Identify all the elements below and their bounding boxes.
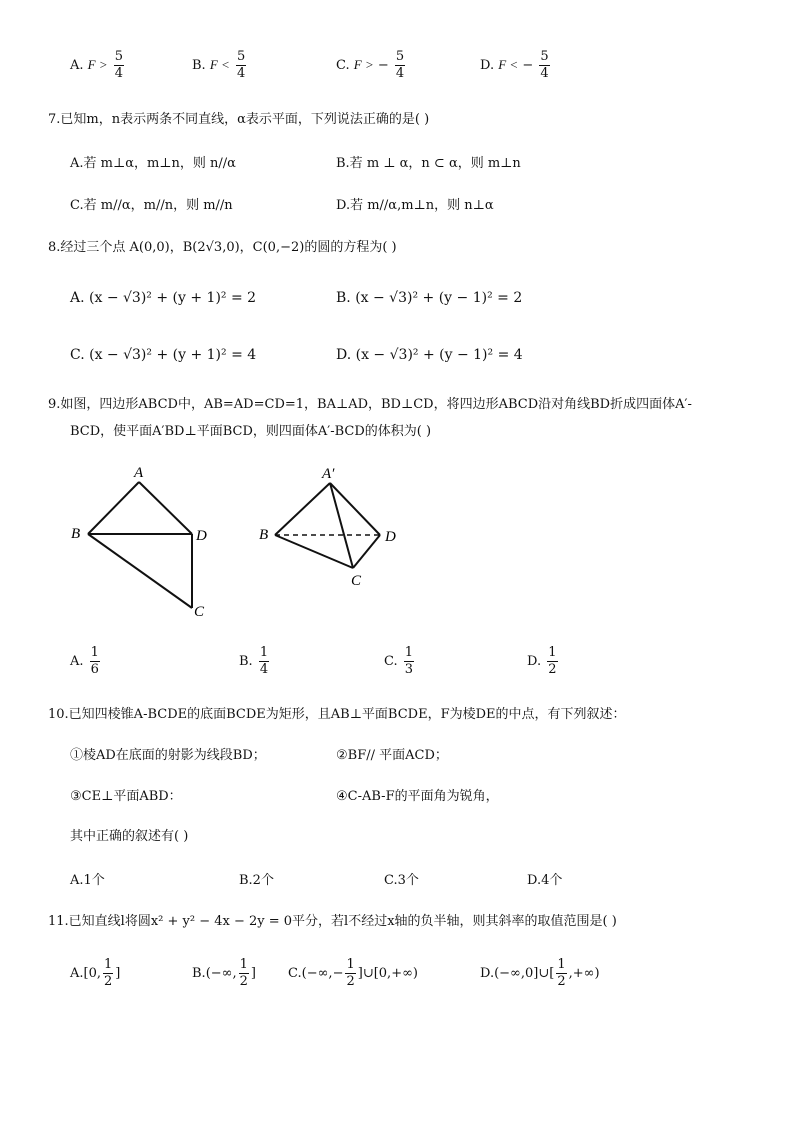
- fraction: $\frac{5}{4}$: [540, 49, 549, 81]
- vertex-label-c: C: [194, 604, 205, 620]
- option-label: D.: [480, 58, 495, 73]
- q9-option-c: C. $\frac{1}{3}$: [384, 645, 414, 677]
- vertex-label-d: D: [385, 529, 396, 545]
- option-sign: −: [377, 58, 389, 73]
- q9-option-a: A. $\frac{1}{6}$: [70, 645, 99, 677]
- q11-option-b: B.(−∞, $\frac{1}{2}$ ]: [192, 957, 256, 989]
- vertex-label-c: C: [351, 573, 362, 589]
- fraction: $\frac{5}{4}$: [236, 49, 246, 81]
- q8-option-d: D. (x − √3)² + (y − 1)² = 4: [336, 347, 523, 363]
- q8-option-b: B. (x − √3)² + (y − 1)² = 2: [336, 290, 523, 306]
- q7-option-d: D.若 m//α,m⊥n，则 n⊥α: [336, 198, 494, 213]
- vertex-label-a: A: [134, 465, 144, 481]
- q6-option-c: [336, 50, 407, 81]
- q11-option-c: C.(−∞,− $\frac{1}{2}$ ]∪[0,+∞): [288, 957, 418, 989]
- q7-stem: 7.已知m，n表示两条不同直线，α表示平面，下列说法正确的是( ): [48, 112, 430, 127]
- q10-stem: 10.已知四棱锥A-BCDE的底面BCDE为矩形，且AB⊥平面BCDE，F为棱DE的中点，有下列叙述：: [48, 707, 626, 722]
- q9-figure-quadrilateral: [60, 458, 230, 628]
- q10-option-d: D.4个: [527, 873, 563, 888]
- option-label: C.: [336, 58, 350, 73]
- q10-option-c: C.3个: [384, 873, 419, 888]
- q7-option-b: B.若 m ⊥ α，n ⊂ α，则 m⊥n: [336, 156, 521, 171]
- q11-option-d: D.(−∞,0]∪[ $\frac{1}{2}$ ,+∞): [480, 957, 600, 989]
- fraction: $\frac{1}{2}$: [548, 645, 557, 677]
- option-expr: F <: [498, 57, 519, 72]
- q9-option-d: D. $\frac{1}{2}$: [527, 645, 557, 677]
- q9-stem-line2: BCD，使平面A′BD⊥平面BCD，则四面体A′-BCD的体积为( ): [70, 424, 432, 439]
- q11-stem: 11.已知直线l将圆x² + y² − 4x − 2y = 0平分，若l不经过x轴的负半轴，则其斜率的取值范围是( ): [48, 914, 617, 929]
- vertex-label-d: D: [196, 528, 207, 544]
- q8-option-a: A. (x − √3)² + (y + 1)² = 2: [70, 290, 257, 306]
- fraction: $\frac{1}{2}$: [104, 957, 113, 989]
- edge-dc: [353, 535, 380, 568]
- option-label: A.: [70, 58, 84, 73]
- q7-option-c: C.若 m//α，m//n，则 m//n: [70, 198, 233, 213]
- q6-option-a: [70, 50, 126, 81]
- edge-bc: [88, 534, 192, 608]
- fraction: $\frac{1}{2}$: [239, 957, 248, 989]
- option-expr: F >: [353, 57, 374, 72]
- fraction: $\frac{1}{2}$: [346, 957, 355, 989]
- q6-option-b: [192, 50, 248, 81]
- vertex-label-a-prime: A′: [322, 466, 335, 482]
- q9-stem-line1: 9.如图，四边形ABCD中，AB=AD=CD=1，BA⊥AD，BD⊥CD，将四边形ABCD沿对角线BD折成四面体A′-: [48, 397, 692, 412]
- q11-option-a: A.[0, $\frac{1}{2}$ ]: [70, 957, 121, 989]
- q10-statement-2: ②BF// 平面ACD；: [336, 748, 448, 763]
- q9-figure-tetrahedron: [255, 458, 405, 598]
- q8-stem: 8.经过三个点 A(0,0)，B(2√3,0)，C(0,−2)的圆的方程为( ): [48, 240, 397, 255]
- edge-bc: [275, 535, 353, 568]
- edge-ab: [275, 483, 330, 535]
- vertex-label-b: B: [71, 526, 81, 542]
- q6-option-d: [480, 50, 552, 81]
- fraction: $\frac{1}{4}$: [259, 645, 269, 677]
- q10-option-b: B.2个: [239, 873, 274, 888]
- q9-option-b: B. $\frac{1}{4}$: [239, 645, 269, 677]
- q10-statement-3: ③CE⊥平面ABD：: [70, 789, 182, 804]
- q10-statement-1: ①棱AD在底面的射影为线段BD；: [70, 748, 266, 763]
- q8-option-c: C. (x − √3)² + (y + 1)² = 4: [70, 347, 257, 363]
- option-sign: −: [522, 58, 534, 73]
- fraction: $\frac{1}{6}$: [90, 645, 99, 677]
- fraction: $\frac{5}{4}$: [114, 49, 124, 81]
- edge-ab: [88, 482, 139, 534]
- option-expr: F <: [209, 57, 230, 72]
- q10-statement-4: ④C-AB-F的平面角为锐角，: [336, 789, 499, 804]
- fraction: $\frac{1}{2}$: [557, 957, 566, 989]
- q10-option-a: A.1个: [70, 873, 105, 888]
- fraction: $\frac{5}{4}$: [395, 49, 405, 81]
- option-expr: F >: [87, 57, 108, 72]
- fraction: $\frac{1}{3}$: [404, 645, 414, 677]
- q7-option-a: A.若 m⊥α，m⊥n，则 n//α: [70, 156, 236, 171]
- vertex-label-b: B: [259, 527, 269, 543]
- option-label: B.: [192, 58, 206, 73]
- q10-question: 其中正确的叙述有( ): [70, 829, 189, 844]
- edge-ad: [139, 482, 192, 534]
